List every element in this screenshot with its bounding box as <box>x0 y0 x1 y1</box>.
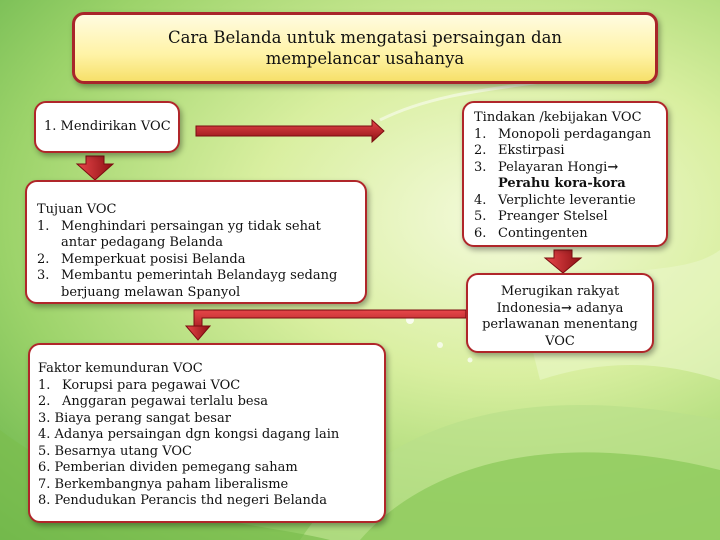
list-item: 8. Pendudukan Perancis thd negeri Belanda <box>38 493 327 508</box>
arrow-right-to-tindakan <box>196 120 384 142</box>
list-item: 1. Menghindari persaingan yg tidak sehat antar pedagang Belanda <box>37 218 321 250</box>
box-tindakan-voc <box>462 101 668 247</box>
list-item: 1. Monopoli perdagangan <box>474 126 652 142</box>
box1-text: 1. Mendirikan VOC <box>44 118 171 134</box>
box-mendirikan-voc <box>34 101 180 153</box>
arrow-left-to-faktor <box>190 310 466 336</box>
list-item: 3. Pelayaran Hongi→ Perahu kora-kora <box>474 159 626 191</box>
list-item: 5. Besarnya utang VOC <box>38 443 192 459</box>
arrow-down-to-merugikan <box>545 250 581 273</box>
faktor-list-numbered <box>38 378 376 411</box>
box-merugikan-rakyat: Merugikan rakyat Indonesia→ adanya perlawanan menentang VOC <box>466 273 654 353</box>
list-item: 6. Pemberian dividen pemegang saham <box>38 460 298 475</box>
arrow-glyph: → <box>607 159 619 175</box>
arrow-down-to-tujuan <box>77 156 113 180</box>
list-item: 2. Anggaran pegawai terlalu besa <box>38 394 269 409</box>
title-text: Cara Belanda untuk mengatasi persaingan dan mempelancar usahanya <box>167 28 563 68</box>
tujuan-list <box>37 219 355 302</box>
tindakan-list <box>474 127 660 243</box>
tindakan-heading: Tindakan /kebijakan VOC <box>474 110 642 125</box>
list-item: 6. Contingenten <box>474 225 588 241</box>
box-faktor-kemunduran <box>28 343 386 523</box>
faktor-list-plain <box>38 411 376 510</box>
perahu-kora-kora: Perahu kora-kora <box>498 176 626 191</box>
list-item: 1. Korupsi para pegawai VOC <box>38 377 241 393</box>
title-banner <box>72 12 658 84</box>
list-item: 3. Biaya perang sangat besar <box>38 410 231 426</box>
list-item: 2. Ekstirpasi <box>474 143 565 158</box>
list-item: 4. Verplichte leverantie <box>474 192 636 208</box>
faktor-heading: Faktor kemunduran VOC <box>38 361 203 376</box>
list-item: 5. Preanger Stelsel <box>474 209 608 224</box>
list-item: 4. Adanya persaingan dgn kongsi dagang lain <box>38 427 340 442</box>
arrow-glyph: → <box>560 300 572 316</box>
list-item: 7. Berkembangnya paham liberalisme <box>38 476 289 492</box>
list-item: 2. Memperkuat posisi Belanda <box>37 251 246 267</box>
tujuan-heading: Tujuan VOC <box>37 202 117 217</box>
box-tujuan-voc <box>25 180 367 304</box>
list-item: 3. Membantu pemerintah Belandayg sedang berjuang melawan Spanyol <box>37 268 338 300</box>
